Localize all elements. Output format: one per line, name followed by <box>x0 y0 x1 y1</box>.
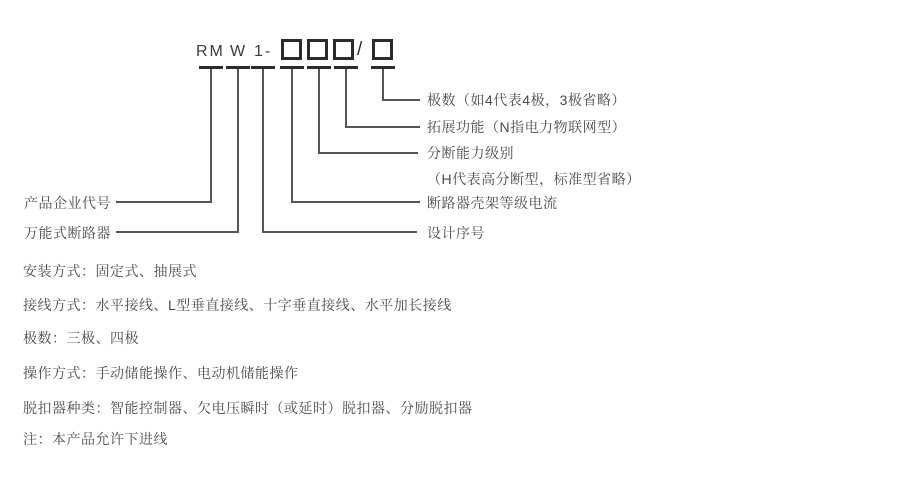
spec-note: 注：本产品允许下进线 <box>23 431 168 447</box>
spec-installation-method: 安装方式：固定式、抽展式 <box>23 263 197 279</box>
label-enterprise-code: 产品企业代号 <box>24 195 111 211</box>
leader-v-1 <box>262 69 264 233</box>
label-poles: 极数（如4代表4极，3极省略） <box>427 92 626 108</box>
label-breaking-capacity: 分断能力级别 <box>427 145 514 161</box>
spec-wiring-method: 接线方式：水平接线、L型垂直接线、十字垂直接线、水平加长接线 <box>23 297 452 313</box>
code-box-expanded-function <box>333 39 354 60</box>
leader-v-box4 <box>382 69 384 101</box>
code-segment-rm: RM <box>196 43 225 60</box>
code-box-frame-current <box>281 39 302 60</box>
label-design-number: 设计序号 <box>427 225 485 241</box>
code-segment-w: W <box>230 43 248 60</box>
label-frame-current: 断路器壳架等级电流 <box>427 195 558 211</box>
leader-v-rm <box>210 69 212 203</box>
label-breaking-capacity-note: （H代表高分断型，标准型省略） <box>427 171 641 187</box>
spec-operation-method: 操作方式：手动储能操作、电动机储能操作 <box>23 365 299 381</box>
leader-h-design-number <box>262 231 417 233</box>
leader-v-box2 <box>318 69 320 154</box>
leader-h-enterprise-code <box>116 201 212 203</box>
code-segment-1: 1- <box>254 43 273 60</box>
leader-h-universal-breaker <box>116 231 239 233</box>
spec-poles: 极数：三极、四极 <box>23 330 139 346</box>
label-expanded-function: 拓展功能（N指电力物联网型） <box>427 119 627 135</box>
code-slash: / <box>357 39 363 60</box>
code-box-poles <box>372 39 393 60</box>
leader-v-box3 <box>345 69 347 128</box>
leader-h-breaking-capacity <box>318 152 418 154</box>
leader-h-poles <box>382 99 420 101</box>
leader-v-w <box>237 69 239 233</box>
leader-h-expanded-function <box>345 126 420 128</box>
leader-h-frame-current <box>291 201 420 203</box>
code-box-breaking-capacity <box>307 39 328 60</box>
spec-release-types: 脱扣器种类：智能控制器、欠电压瞬时（或延时）脱扣器、分励脱扣器 <box>23 400 473 416</box>
leader-v-box1 <box>291 69 293 203</box>
label-universal-breaker: 万能式断路器 <box>24 225 111 241</box>
